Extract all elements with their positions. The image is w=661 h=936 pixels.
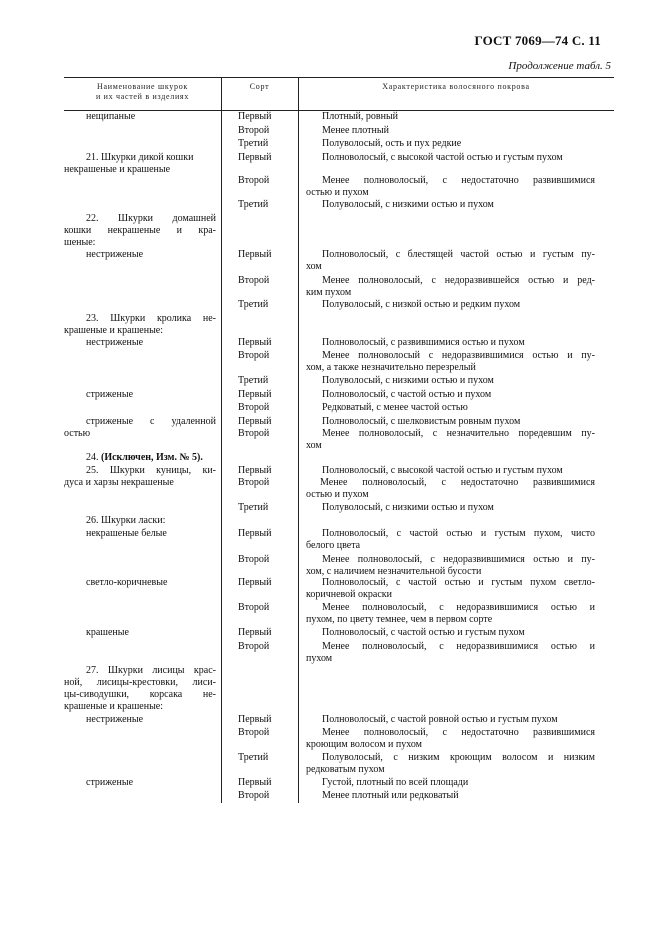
column-header-characteristic	[298, 82, 614, 92]
table-cell-characteristic: Полуволосый, с низкими остью и пухом	[322, 502, 494, 513]
column-divider	[221, 77, 222, 803]
table-cell-characteristic: хом	[306, 261, 322, 272]
table-cell-name: 22. Шкурки домашней	[86, 213, 216, 224]
table-cell-characteristic: Полуволосый, с низкими остью и пухом	[322, 375, 494, 386]
table-cell-grade: Третий	[238, 138, 269, 149]
table-cell-characteristic: Полноволосый, с шелковистым ровным пухом	[322, 416, 521, 427]
table-cell-name: остью	[64, 428, 91, 439]
table-cell-grade: Третий	[238, 299, 269, 310]
table-cell-grade: Первый	[238, 627, 272, 638]
table-cell-grade: Третий	[238, 199, 269, 210]
table-cell-grade: Первый	[238, 111, 272, 122]
table-cell-grade: Второй	[238, 125, 270, 136]
table-cell-name: нещипаные	[86, 111, 136, 122]
table-cell-characteristic: остью и пухом	[306, 489, 369, 500]
page-header: ГОСТ 7069—74 С. 11	[474, 33, 601, 48]
table-cell-characteristic: Плотный, ровный	[322, 111, 399, 122]
table-cell-name: некрашеные и крашеные	[64, 164, 171, 175]
table-cell-characteristic: хом, а также незначительно перезрелый	[306, 362, 476, 373]
table-cell-name: крашеные и крашеные:	[64, 325, 164, 336]
column-header-name	[64, 82, 221, 102]
table-cell-name: 21. Шкурки дикой кошки	[86, 152, 194, 163]
grading-table	[64, 77, 614, 803]
column-divider	[298, 77, 299, 803]
table-cell-grade: Второй	[238, 602, 270, 613]
table-cell-characteristic: Менее полноволосый, с недостаточно развившимися	[322, 175, 595, 186]
table-cell-name: кошки некрашеные и кра-	[64, 225, 216, 236]
table-cell-characteristic: Полноволосый, с частой остью и густым пухом, чисто	[322, 528, 595, 539]
table-cell-name: шеные:	[64, 237, 96, 248]
table-cell-name: крашеные и крашеные:	[64, 701, 164, 712]
table-cell-characteristic: Полуволосый, с низкими остью и пухом	[322, 199, 494, 210]
table-cell-name: стриженые	[86, 389, 134, 400]
table-cell-characteristic: Полноволосый, с частой ровной остью и густым пухом	[322, 714, 558, 725]
table-cell-name: некрашеные белые	[86, 528, 167, 539]
table-cell-characteristic: Полноволосый, с частой остью и густым пухом	[322, 627, 525, 638]
table-cell-characteristic: Полноволосый, с высокой частой остью и густым пухом	[322, 152, 563, 163]
table-cell-name: ной, лисицы-крестовки, лиси-	[64, 677, 216, 688]
table-cell-name: светло-коричневые	[86, 577, 168, 588]
table-cell-characteristic: Менее полноволосый, с недоразвившимися остью и пу-	[322, 554, 595, 565]
table-cell-characteristic: Полноволосый, с блестящей частой остью и густым пу-	[322, 249, 595, 260]
table-cell-grade: Второй	[238, 727, 270, 738]
table-cell-grade: Первый	[238, 152, 272, 163]
table-cell-characteristic: кроющим волосом и пухом	[306, 739, 423, 750]
column-header-text: Наименование шкурок	[97, 82, 188, 91]
table-cell-grade: Второй	[238, 350, 270, 361]
table-cell-name-number: 24.	[86, 452, 101, 463]
table-cell-grade: Первый	[238, 777, 272, 788]
table-cell-characteristic: хом	[306, 440, 322, 451]
table-cell-grade: Второй	[238, 175, 270, 186]
table-cell-grade: Первый	[238, 416, 272, 427]
table-cell-name: 23. Шкурки кролика не-	[86, 313, 216, 324]
table-cell-grade: Первый	[238, 714, 272, 725]
table-cell-characteristic: Редковатый, с менее частой остью	[322, 402, 468, 413]
table-cell-name: дуса и харзы некрашеные	[64, 477, 174, 488]
table-cell-characteristic: Менее полноволосый, с недоразвившейся остью и ред-	[322, 275, 595, 286]
table-cell-grade: Второй	[238, 275, 270, 286]
table-cell-grade: Первый	[238, 465, 272, 476]
table-cell-grade: Второй	[238, 641, 270, 652]
table-cell-characteristic: белого цвета	[306, 540, 361, 551]
table-cell-name: стриженые с удаленной	[86, 416, 216, 427]
table-cell-characteristic: Менее плотный или редковатый	[322, 790, 459, 801]
table-cell-characteristic: хом, с наличием незначительной бусости	[306, 566, 482, 577]
table-cell-grade: Третий	[238, 502, 269, 513]
table-cell-name	[86, 452, 203, 464]
table-cell-characteristic: Полноволосый, с частой остью и пухом	[322, 389, 492, 400]
column-header-grade	[221, 82, 298, 92]
table-cell-characteristic: остью и пухом	[306, 187, 369, 198]
table-cell-grade: Третий	[238, 752, 269, 763]
table-cell-characteristic: редковатым пухом	[306, 764, 385, 775]
table-cell-name: крашеные	[86, 627, 129, 638]
table-cell-characteristic: Менее полноволосый, с недоразвившимися остью и	[322, 641, 595, 652]
table-cell-characteristic: Менее полноволосый, с незначительно поредевшим пу-	[322, 428, 595, 439]
table-cell-name: нестриженые	[86, 249, 144, 260]
table-cell-characteristic: Полуволосый, с низкой остью и редким пухом	[322, 299, 521, 310]
table-cell-name: 26. Шкурки ласки:	[86, 515, 166, 526]
table-top-rule	[64, 77, 614, 78]
table-cell-grade: Второй	[238, 554, 270, 565]
table-continuation-label: Продолжение табл. 5	[508, 60, 611, 72]
table-cell-grade: Второй	[238, 428, 270, 439]
table-cell-characteristic: Менее полноволосый с недоразвившимися остью и пу-	[322, 350, 595, 361]
table-cell-grade: Первый	[238, 337, 272, 348]
table-cell-characteristic: Полноволосый, с развившимися остью и пухом	[322, 337, 525, 348]
column-header-text: Характеристика волосяного покрова	[382, 82, 530, 91]
table-cell-characteristic: Полноволосый, с высокой частой остью и густым пухом	[322, 465, 563, 476]
table-cell-characteristic: Полуволосый, ость и пух редкие	[322, 138, 462, 149]
column-header-text: Сорт	[249, 82, 270, 91]
table-cell-characteristic: ким пухом	[306, 287, 352, 298]
table-cell-characteristic: коричневой окраски	[306, 589, 392, 600]
table-cell-grade: Первый	[238, 577, 272, 588]
table-cell-grade: Второй	[238, 402, 270, 413]
table-cell-characteristic: Полноволосый, с частой остью и густым пухом светло-	[322, 577, 595, 588]
table-cell-name: нестриженые	[86, 337, 144, 348]
table-cell-name-note: (Исключен, Изм. № 5).	[101, 452, 203, 463]
table-cell-name: цы-сиводушки, корсака не-	[64, 689, 216, 700]
table-cell-name: 25. Шкурки куницы, ки-	[86, 465, 216, 476]
table-cell-characteristic: Полуволосый, с низким кроющим волосом и низким	[322, 752, 595, 763]
table-cell-name: нестриженые	[86, 714, 144, 725]
table-cell-grade: Первый	[238, 528, 272, 539]
table-cell-grade: Первый	[238, 389, 272, 400]
table-cell-name: 27. Шкурки лисицы крас-	[86, 665, 216, 676]
table-cell-grade: Первый	[238, 249, 272, 260]
table-cell-characteristic: Густой, плотный по всей площади	[322, 777, 469, 788]
table-cell-grade: Второй	[238, 790, 270, 801]
table-cell-grade: Второй	[238, 477, 270, 488]
table-cell-name: стриженые	[86, 777, 134, 788]
table-cell-characteristic: Менее плотный	[322, 125, 389, 136]
table-cell-characteristic: Менее полноволосый, с недостаточно развившимися	[320, 477, 595, 488]
table-cell-characteristic: Менее полноволосый, с недостаточно развившимися	[322, 727, 595, 738]
table-cell-characteristic: пухом, по цвету темнее, чем в первом сорте	[306, 614, 493, 625]
table-cell-grade: Третий	[238, 375, 269, 386]
table-cell-characteristic: Менее полноволосый, с недоразвившимися остью и	[322, 602, 595, 613]
column-header-text: и их частей в изделиях	[95, 92, 190, 101]
table-cell-characteristic: пухом	[306, 653, 333, 664]
